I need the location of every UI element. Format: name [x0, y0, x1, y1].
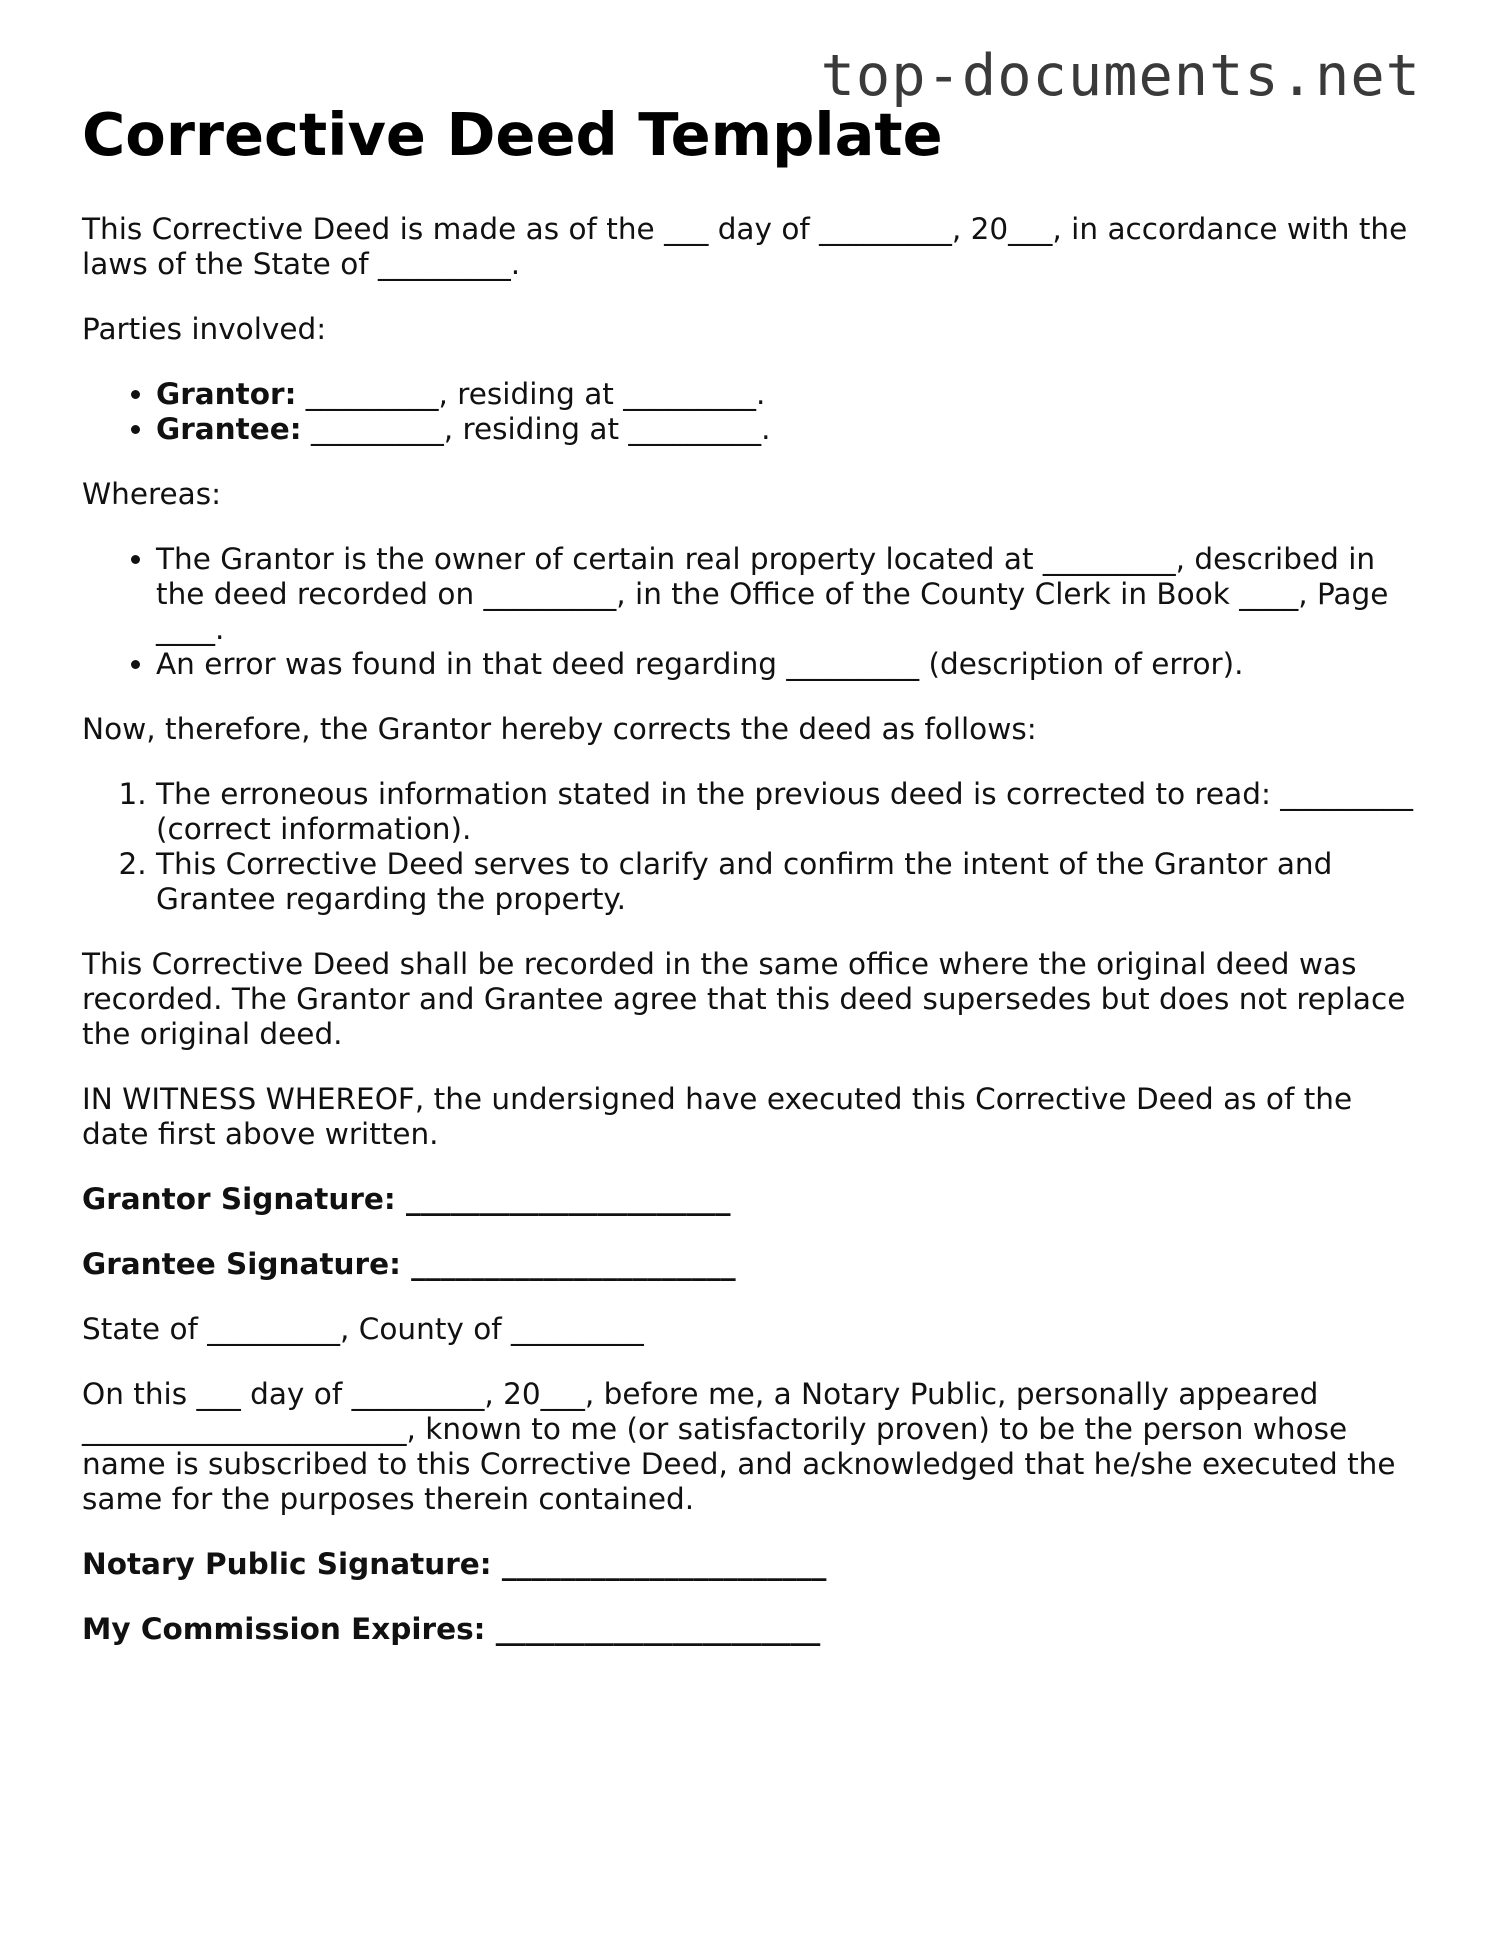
- watermark: top-documents.net: [820, 43, 1421, 109]
- grantor-signature-line: Grantor Signature: ______________________: [82, 1182, 731, 1216]
- notary-paragraph: On this ___ day of _________, 20___, before me, a Notary Public, personally appeared ______________________, known to me (or satisfactorily proven) to be the person whose name is subscribed to this Corrective Deed, and acknowledged that he/she executed the same for the purposes therein contained.: [82, 1377, 1396, 1516]
- intro-paragraph: This Corrective Deed is made as of the ___ day of _________, 20___, in accordance with the laws of the State of _________.: [82, 212, 1408, 281]
- correction-item: 1. The erroneous information stated in the previous deed is corrected to read: _________ (correct information).: [156, 777, 1422, 847]
- whereas-item: • The Grantor is the owner of certain real property located at _________, described in the deed recorded on _________, in the Office of the County Clerk in Book ____, Page ____.: [156, 542, 1422, 647]
- parties-heading: Parties involved:: [82, 312, 327, 346]
- party-text: _________, residing at _________.: [301, 412, 771, 446]
- state-county-line: State of _________, County of _________: [82, 1312, 644, 1346]
- page-title: Corrective Deed Template: [82, 100, 943, 169]
- party-grantee: [156, 412, 1422, 447]
- whereas-item: • An error was found in that deed regarding _________ (description of error).: [156, 647, 1422, 682]
- party-grantor: [156, 377, 1422, 412]
- party-label: Grantor:: [156, 377, 297, 411]
- party-text: _________, residing at _________.: [296, 377, 766, 411]
- corrections-list: [82, 777, 1422, 917]
- recording-paragraph: This Corrective Deed shall be recorded in the same office where the original deed was recorded. The Grantor and Grantee agree that this deed supersedes but does not replace the original deed.: [82, 947, 1406, 1051]
- notary-signature-line: Notary Public Signature: ______________________: [82, 1547, 827, 1581]
- parties-list: [82, 377, 1422, 447]
- whereas-heading: Whereas:: [82, 477, 222, 511]
- party-label: Grantee:: [156, 412, 302, 446]
- commission-expires-line: My Commission Expires: ______________________: [82, 1612, 821, 1646]
- witness-paragraph: IN WITNESS WHEREOF, the undersigned have executed this Corrective Deed as of the date first above written.: [82, 1082, 1353, 1151]
- correction-item: 2. This Corrective Deed serves to clarify and confirm the intent of the Grantor and Grantee regarding the property.: [156, 847, 1422, 917]
- whereas-list: [82, 542, 1422, 682]
- grantee-signature-line: Grantee Signature: ______________________: [82, 1247, 736, 1281]
- now-therefore-paragraph: Now, therefore, the Grantor hereby corrects the deed as follows:: [82, 712, 1037, 746]
- document-page: [82, 100, 1422, 1677]
